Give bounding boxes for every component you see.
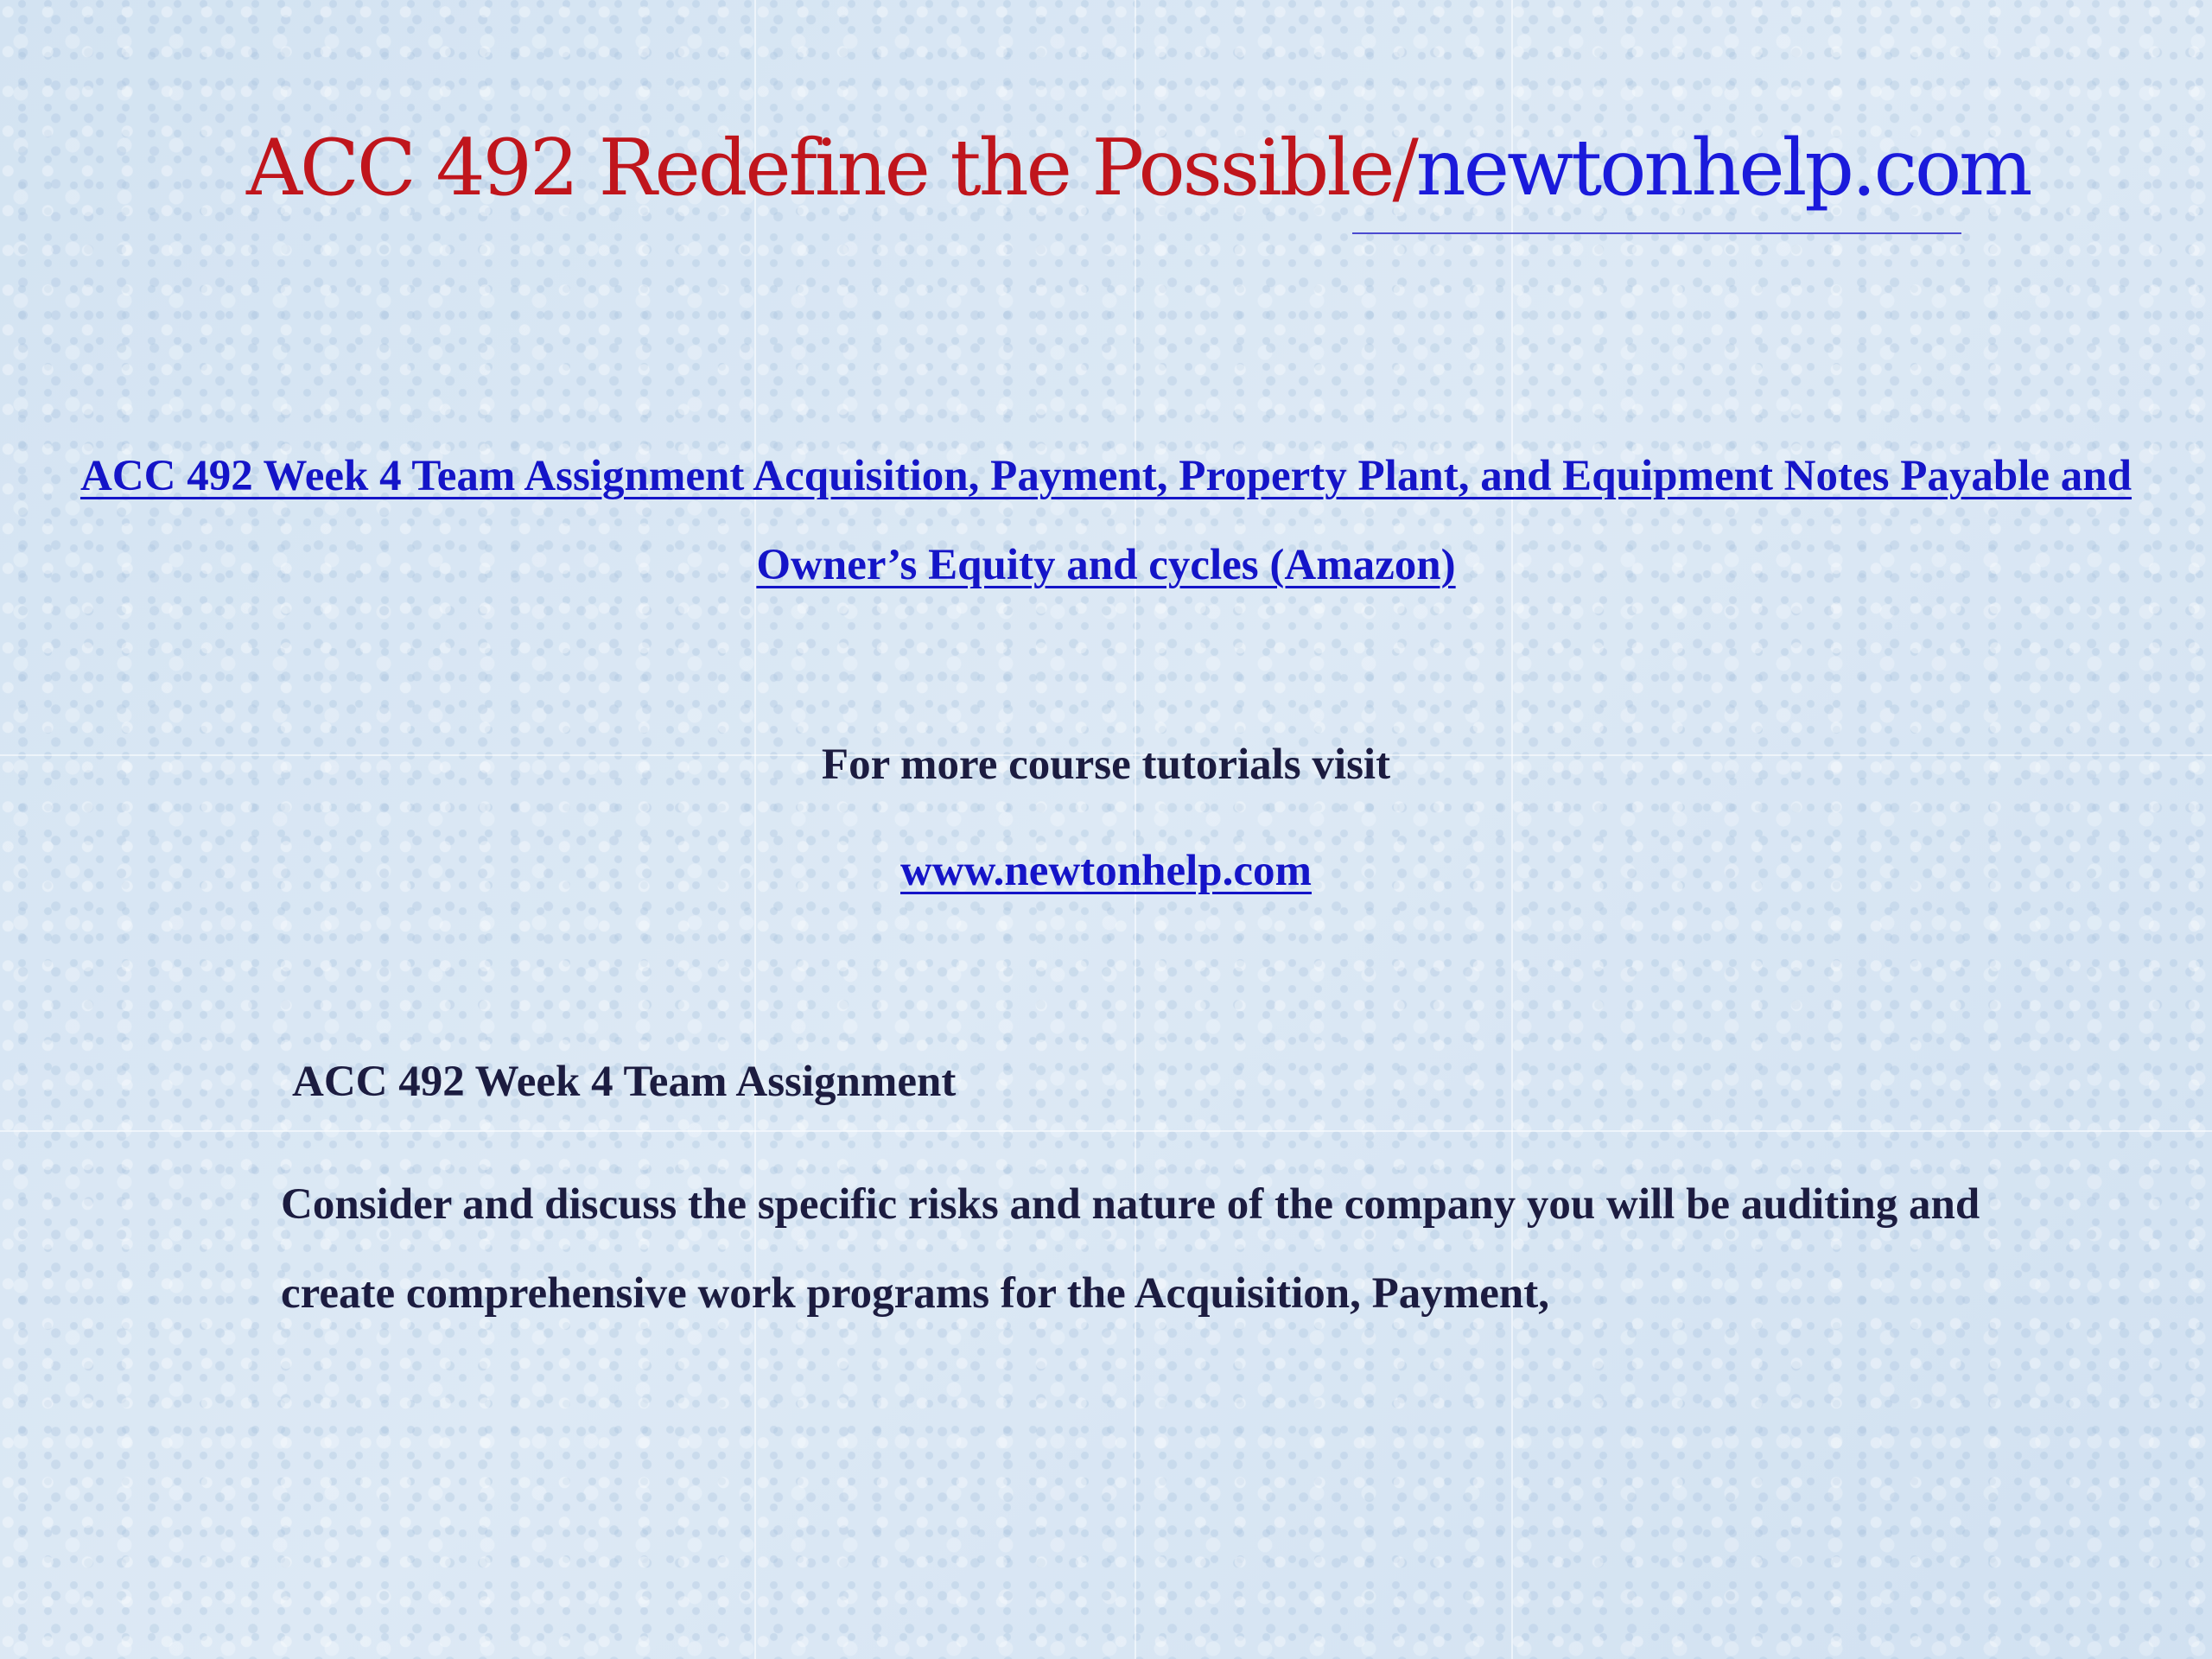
tile-seam [0,1130,2212,1132]
page-title [246,123,2031,213]
title-underline [1352,232,1961,234]
visit-prompt: For more course tutorials visit [821,741,1391,789]
tile-seam [754,0,756,1659]
tile-seam [1135,0,1136,1659]
title-site-name: newtonhelp.com [1415,123,2031,213]
website-link[interactable]: www.newtonhelp.com [899,847,1312,895]
section-title: ACC 492 Week 4 Team Assignment [292,1058,957,1106]
title-prefix: ACC 492 Redefine the Possible/ [246,123,1416,213]
section-body: Consider and discuss the specific risks and nature of the company you will be auditing and create comprehensive work programs for the Acquisition, Payment, [281,1180,1980,1318]
tile-seam [1511,0,1513,1659]
visit-link-container [0,845,2212,897]
assignment-heading-link[interactable]: ACC 492 Week 4 Team Assignment Acquisition, Payment, Property Plant, and Equipment Notes Payable and Owner’s Equity and cycles (Amazon) [79,452,2133,589]
assignment-heading [0,432,2212,610]
